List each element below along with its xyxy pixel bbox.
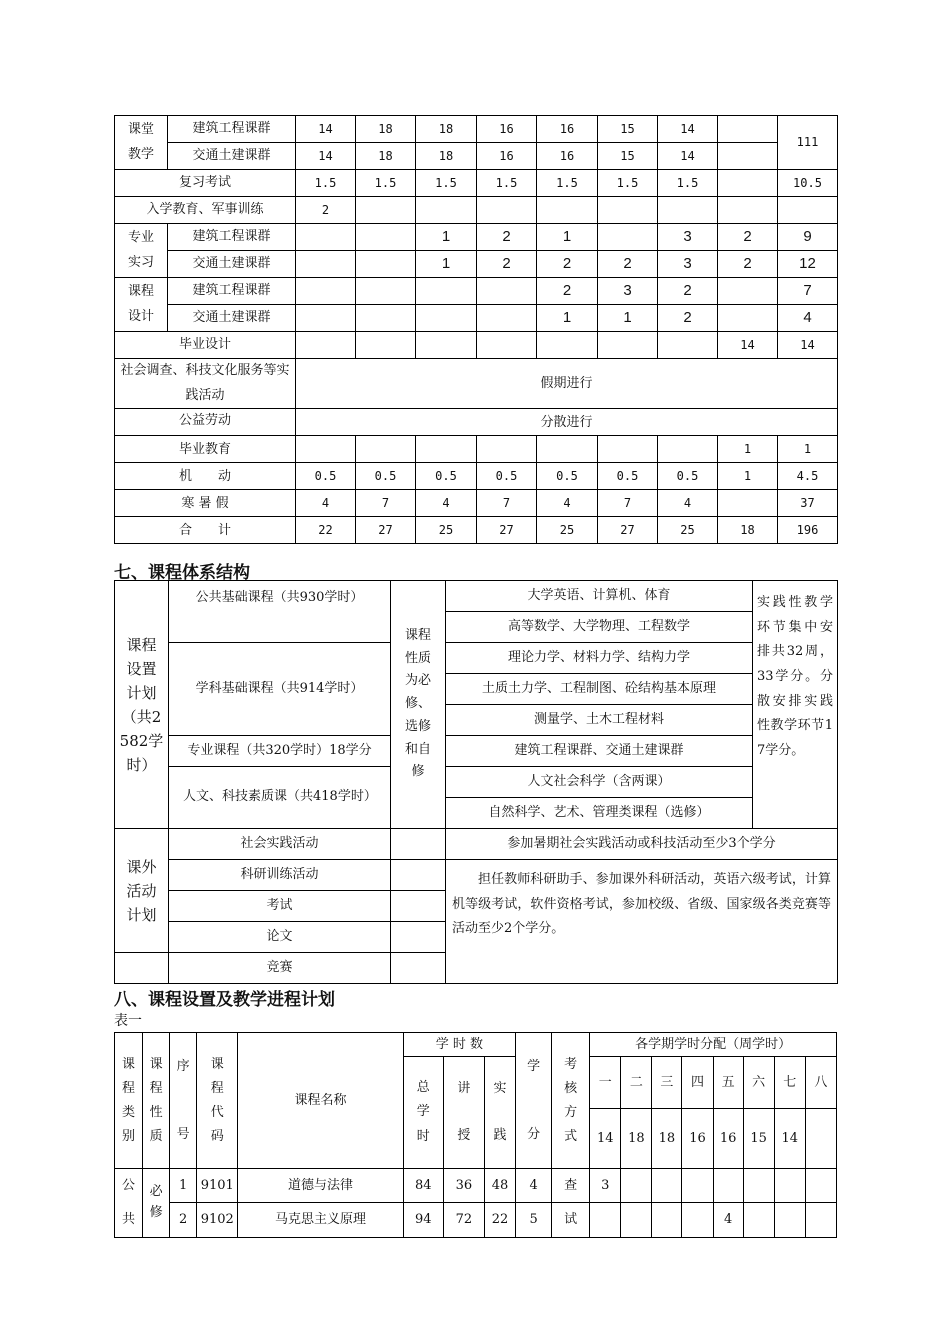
course-credit: 4 (516, 1169, 552, 1203)
subject-6: 建筑工程课群、交通土建课群 (446, 736, 753, 767)
hdr-code-text: 课程代码 (210, 1056, 224, 1144)
term-cell (416, 278, 477, 305)
term-cell: 25 (416, 517, 477, 544)
term-cell: 1 (718, 463, 778, 490)
term-cell (598, 224, 658, 251)
hdr-category (115, 1033, 143, 1169)
term-cell: 15 (598, 143, 658, 170)
course-code: 9101 (197, 1169, 238, 1203)
course-term-hours (652, 1169, 682, 1203)
term-cell: 2 (718, 251, 778, 278)
term-cell: 2 (537, 251, 598, 278)
extra-item-3: 考试 (169, 891, 391, 922)
term-cell (477, 305, 537, 332)
row-span-text: 分散进行 (296, 409, 838, 436)
course-term-hours (590, 1203, 621, 1237)
term-cell (296, 332, 356, 359)
course-term-hours (682, 1203, 713, 1237)
row-total: 4 (778, 305, 838, 332)
course-code: 9102 (197, 1203, 238, 1237)
course-term-hours (621, 1169, 652, 1203)
term-cell: 1.5 (356, 170, 416, 197)
term-7: 七 (774, 1057, 805, 1109)
term-cell (477, 332, 537, 359)
extra-item-5: 竞赛 (169, 953, 391, 984)
row-total: 196 (778, 517, 838, 544)
term-cell: 1.5 (416, 170, 477, 197)
subject-1: 大学英语、计算机、体育 (446, 581, 753, 612)
plan-label-text: 课程设置计划（共2582学时） (119, 635, 164, 774)
schedule-row (115, 116, 838, 143)
row-total: 12 (778, 251, 838, 278)
term-cell: 0.5 (537, 463, 598, 490)
plan-label (115, 581, 169, 829)
term-cell (658, 197, 718, 224)
row-label: 机 动 (115, 463, 296, 490)
hdr-distribution: 各学期学时分配（周学时） (590, 1033, 837, 1057)
schedule-row (115, 197, 838, 224)
term-cell: 16 (477, 116, 537, 143)
extra-req-2-text: 担任教师科研助手、参加课外科研活动，英语六级考试，计算机等级考试，软件资格考试，参加校级、省级、国家级各类竞赛等活动至少2个学分。 (452, 872, 831, 937)
term-cell (718, 305, 778, 332)
hdr-seq-text: 序号 (176, 1059, 190, 1142)
schedule-row (115, 359, 838, 409)
term-cell: 1 (718, 436, 778, 463)
term-cell: 4 (416, 490, 477, 517)
course-term-hours (743, 1169, 774, 1203)
term-cell: 7 (477, 490, 537, 517)
term-cell: 14 (296, 116, 356, 143)
term-cell (416, 332, 477, 359)
term-cell: 18 (356, 143, 416, 170)
term-cell: 2 (296, 197, 356, 224)
term-cell (296, 251, 356, 278)
schedule-row (115, 143, 838, 170)
course-plan-table (114, 1032, 837, 1238)
term-cell (537, 332, 598, 359)
term-cell: 0.5 (416, 463, 477, 490)
week-6: 15 (743, 1108, 774, 1169)
term-cell (718, 143, 778, 170)
schedule-row (115, 517, 838, 544)
course-exam: 查 (552, 1169, 590, 1203)
week-7: 14 (774, 1108, 805, 1169)
course-seq: 2 (170, 1203, 197, 1237)
row-label: 复习考试 (115, 170, 296, 197)
term-cell: 22 (296, 517, 356, 544)
term-cell: 0.5 (356, 463, 416, 490)
row-label: 毕业教育 (115, 436, 296, 463)
term-cell (718, 116, 778, 143)
week-1: 14 (590, 1108, 621, 1169)
schedule-row (115, 463, 838, 490)
row-label: 建筑工程课群 (168, 278, 296, 305)
course-name: 马克思主义原理 (238, 1203, 403, 1237)
row-total: 111 (778, 116, 838, 170)
course-term-hours (805, 1169, 836, 1203)
extra-label-text: 课外活动计划 (126, 857, 157, 924)
term-cell: 18 (718, 517, 778, 544)
schedule-row (115, 436, 838, 463)
section-7-title: 七、课程体系结构 (114, 563, 250, 583)
term-cell: 1.5 (537, 170, 598, 197)
term-cell (296, 278, 356, 305)
term-cell: 1.5 (296, 170, 356, 197)
row-span-text: 假期进行 (296, 359, 838, 409)
hdr-credit-text: 学分 (527, 1059, 541, 1142)
extra-empty-5 (391, 953, 446, 984)
term-cell (356, 251, 416, 278)
course-term-hours (621, 1203, 652, 1237)
term-cell (356, 305, 416, 332)
term-3: 三 (652, 1057, 682, 1109)
schedule-row (115, 278, 838, 305)
extra-empty-label (115, 953, 169, 984)
course-practice-hours: 48 (484, 1169, 515, 1203)
course-seq: 1 (170, 1169, 197, 1203)
course-structure-table (114, 580, 838, 984)
term-cell: 1.5 (598, 170, 658, 197)
term-cell: 18 (416, 116, 477, 143)
term-cell: 16 (537, 116, 598, 143)
term-8: 八 (805, 1057, 836, 1109)
practice-note-text: 实践性教学环节集中安排共32周，33学分。分散安排实践性教学环节17学分。 (757, 595, 833, 759)
term-cell (718, 197, 778, 224)
term-cell (416, 197, 477, 224)
course-total-hours: 84 (403, 1169, 443, 1203)
subject-8: 自然科学、艺术、管理类课程（选修） (446, 798, 753, 829)
course-lecture-hours: 72 (443, 1203, 484, 1237)
term-cell: 7 (356, 490, 416, 517)
term-cell: 1 (598, 305, 658, 332)
subject-5: 测量学、土木工程材料 (446, 705, 753, 736)
term-cell (477, 197, 537, 224)
row-label: 建筑工程课群 (168, 224, 296, 251)
course-discipline: 学科基础课程（共914学时） (169, 643, 391, 736)
term-cell: 27 (477, 517, 537, 544)
term-cell: 0.5 (658, 463, 718, 490)
subject-3: 理论力学、材料力学、结构力学 (446, 643, 753, 674)
course-term-hours (774, 1169, 805, 1203)
course-exam: 试 (552, 1203, 590, 1237)
term-cell (598, 197, 658, 224)
hdr-lecture-text: 讲授 (457, 1080, 471, 1143)
term-cell (296, 436, 356, 463)
schedule-row (115, 332, 838, 359)
course-term-hours (774, 1203, 805, 1237)
term-cell (416, 436, 477, 463)
term-cell: 14 (658, 116, 718, 143)
hdr-code (197, 1033, 238, 1169)
term-cell: 4 (537, 490, 598, 517)
term-cell (537, 436, 598, 463)
term-cell: 3 (658, 251, 718, 278)
row-label: 寒 暑 假 (115, 490, 296, 517)
term-1: 一 (590, 1057, 621, 1109)
term-5: 五 (713, 1057, 743, 1109)
course-row (115, 1203, 837, 1237)
term-cell (296, 224, 356, 251)
row-label: 交通土建课群 (168, 251, 296, 278)
term-cell: 25 (658, 517, 718, 544)
extra-empty-4 (391, 922, 446, 953)
hdr-seq (170, 1033, 197, 1169)
course-term-hours: 3 (590, 1169, 621, 1203)
course-credit: 5 (516, 1203, 552, 1237)
term-cell: 14 (296, 143, 356, 170)
term-cell (658, 332, 718, 359)
term-cell (356, 278, 416, 305)
course-term-hours (682, 1169, 713, 1203)
row-total: 10.5 (778, 170, 838, 197)
course-nature: 必修 (143, 1169, 170, 1238)
term-cell: 1.5 (477, 170, 537, 197)
term-cell: 25 (537, 517, 598, 544)
extra-empty-1 (391, 829, 446, 860)
extra-item-4: 论文 (169, 922, 391, 953)
term-cell (356, 197, 416, 224)
hdr-total (403, 1057, 443, 1169)
row-total: 4.5 (778, 463, 838, 490)
term-cell: 2 (718, 224, 778, 251)
term-cell: 2 (598, 251, 658, 278)
hdr-hours: 学 时 数 (403, 1033, 515, 1057)
term-cell: 14 (718, 332, 778, 359)
course-category: 公共 (115, 1169, 143, 1238)
term-cell: 7 (598, 490, 658, 517)
row-total: 37 (778, 490, 838, 517)
hdr-nature-text: 课程性质 (149, 1056, 163, 1144)
schedule-row (115, 409, 838, 436)
subject-4: 土质土力学、工程制图、砼结构基本原理 (446, 674, 753, 705)
row-label: 公益劳动 (115, 409, 296, 436)
course-humanities-text: 人文、科技素质课（共418学时） (183, 789, 377, 805)
term-cell (356, 224, 416, 251)
term-cell: 15 (598, 116, 658, 143)
term-cell: 1 (416, 251, 477, 278)
subject-7: 人文社会科学（含两课） (446, 767, 753, 798)
extra-item-1: 社会实践活动 (169, 829, 391, 860)
schedule-table (114, 115, 838, 544)
week-4: 16 (682, 1108, 713, 1169)
row-total: 1 (778, 436, 838, 463)
schedule-row (115, 224, 838, 251)
term-cell: 0.5 (477, 463, 537, 490)
hdr-exam-text: 考核方式 (564, 1056, 578, 1144)
term-cell (718, 278, 778, 305)
row-label: 建筑工程课群 (168, 116, 296, 143)
course-practice-hours: 22 (484, 1203, 515, 1237)
row-label: 交通土建课群 (168, 305, 296, 332)
course-public-text: 公共基础课程（共930学时） (195, 590, 364, 605)
hdr-category-text: 课程类别 (122, 1056, 136, 1144)
term-cell: 16 (537, 143, 598, 170)
schedule-row (115, 170, 838, 197)
term-cell (477, 278, 537, 305)
term-cell: 14 (658, 143, 718, 170)
course-major: 专业课程（共320学时）18学分 (169, 736, 391, 767)
row-label: 入学教育、军事训练 (115, 197, 296, 224)
term-cell: 1 (537, 224, 598, 251)
term-cell: 2 (477, 251, 537, 278)
schedule-row (115, 251, 838, 278)
term-2: 二 (621, 1057, 652, 1109)
row-total: 14 (778, 332, 838, 359)
hdr-name: 课程名称 (238, 1033, 403, 1169)
term-cell: 18 (356, 116, 416, 143)
row-label: 合 计 (115, 517, 296, 544)
extra-empty-2 (391, 860, 446, 891)
term-cell: 16 (477, 143, 537, 170)
course-term-hours (713, 1169, 743, 1203)
course-name: 道德与法律 (238, 1169, 403, 1203)
term-cell (296, 305, 356, 332)
row-total (778, 197, 838, 224)
term-cell: 2 (537, 278, 598, 305)
term-cell: 27 (598, 517, 658, 544)
term-6: 六 (743, 1057, 774, 1109)
schedule-row (115, 305, 838, 332)
term-cell: 1.5 (658, 170, 718, 197)
course-term-hours: 4 (713, 1203, 743, 1237)
section-8-title: 八、课程设置及教学进程计划 (114, 990, 335, 1010)
extra-req-2 (446, 860, 838, 984)
row-group-label: 课程 设计 (115, 278, 168, 332)
hdr-practice (484, 1057, 515, 1169)
term-cell: 4 (296, 490, 356, 517)
course-public (169, 581, 391, 643)
hdr-lecture (443, 1057, 484, 1169)
week-2: 18 (621, 1108, 652, 1169)
row-label: 毕业设计 (115, 332, 296, 359)
term-cell: 2 (658, 278, 718, 305)
row-group-label: 专业 实习 (115, 224, 168, 278)
practice-note (753, 581, 838, 829)
term-cell: 3 (598, 278, 658, 305)
hdr-nature (143, 1033, 170, 1169)
course-total-hours: 94 (403, 1203, 443, 1237)
extra-req-1: 参加暑期社会实践活动或科技活动至少3个学分 (446, 829, 838, 860)
week-5: 16 (713, 1108, 743, 1169)
schedule-row (115, 490, 838, 517)
course-humanities (169, 767, 391, 829)
term-cell: 0.5 (296, 463, 356, 490)
term-4: 四 (682, 1057, 713, 1109)
course-lecture-hours: 36 (443, 1169, 484, 1203)
course-term-hours (743, 1203, 774, 1237)
week-8 (805, 1108, 836, 1169)
row-label: 交通土建课群 (168, 143, 296, 170)
row-label: 社会调查、科技文化服务等实践活动 (115, 359, 296, 409)
row-total: 9 (778, 224, 838, 251)
extra-empty-3 (391, 891, 446, 922)
term-cell (477, 436, 537, 463)
term-cell: 27 (356, 517, 416, 544)
term-cell: 2 (477, 224, 537, 251)
term-cell (598, 332, 658, 359)
hdr-total-text: 总学时 (416, 1079, 430, 1144)
term-cell: 4 (658, 490, 718, 517)
nature-label-text: 课程性质为必修、选修和自修 (404, 627, 431, 780)
term-cell (537, 197, 598, 224)
nature-label (391, 581, 446, 829)
term-cell: 18 (416, 143, 477, 170)
term-cell (658, 436, 718, 463)
term-cell (356, 332, 416, 359)
term-cell (718, 170, 778, 197)
extra-label (115, 829, 169, 953)
term-cell (598, 436, 658, 463)
term-cell (356, 436, 416, 463)
term-cell: 2 (658, 305, 718, 332)
extra-item-2: 科研训练活动 (169, 860, 391, 891)
course-term-hours (652, 1203, 682, 1237)
term-cell (718, 490, 778, 517)
subject-2: 高等数学、大学物理、工程数学 (446, 612, 753, 643)
term-cell (416, 305, 477, 332)
week-3: 18 (652, 1108, 682, 1169)
term-cell: 1 (416, 224, 477, 251)
term-cell: 0.5 (598, 463, 658, 490)
term-cell: 1 (537, 305, 598, 332)
hdr-practice-text: 实践 (493, 1080, 507, 1143)
course-term-hours (805, 1203, 836, 1237)
row-group-label: 课堂 教学 (115, 116, 168, 170)
course-row (115, 1169, 837, 1203)
hdr-credit (516, 1033, 552, 1169)
table-label: 表一 (114, 1013, 142, 1029)
hdr-exam (552, 1033, 590, 1169)
row-total: 7 (778, 278, 838, 305)
term-cell: 3 (658, 224, 718, 251)
